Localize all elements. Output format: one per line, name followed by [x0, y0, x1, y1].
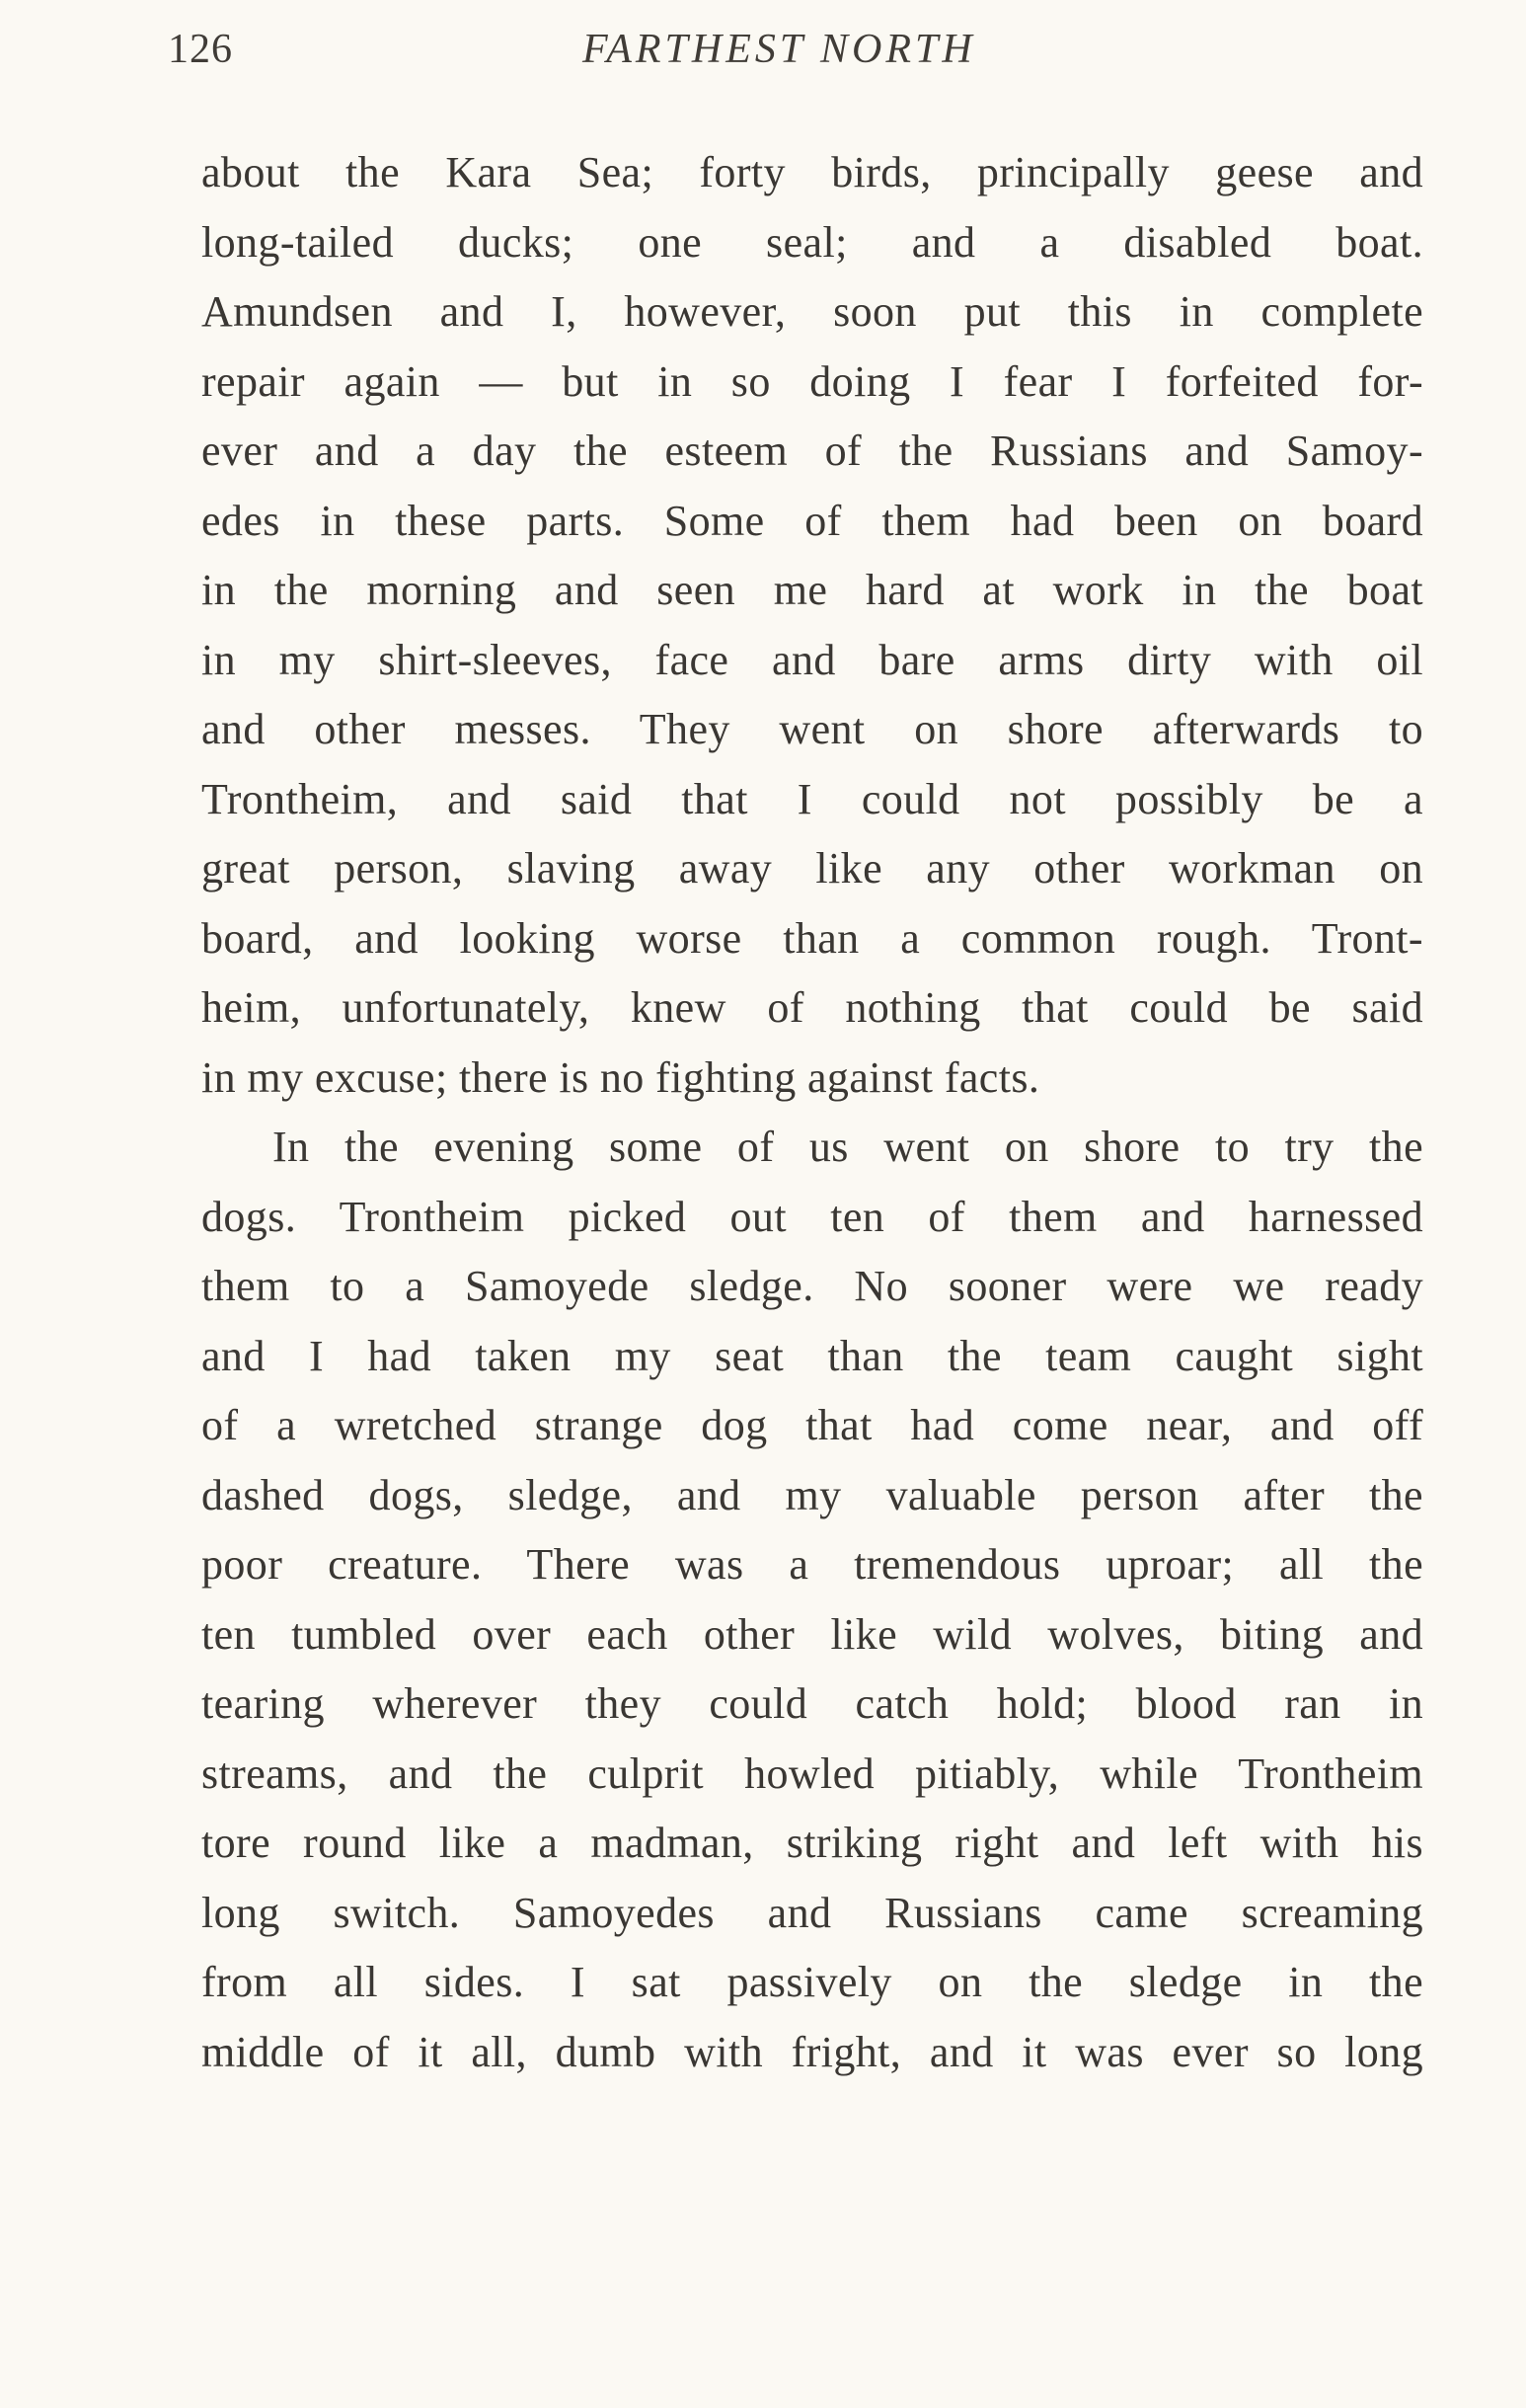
text-line: and other messes. They went on shore afterwards to	[201, 705, 1423, 753]
text-line: poor creature. There was a tremendous uproar; all the	[201, 1540, 1423, 1589]
body-text	[201, 138, 1423, 2087]
text-line: dogs. Trontheim picked out ten of them and harnessed	[201, 1192, 1423, 1241]
text-line: board, and looking worse than a common rough. Tront-	[201, 913, 1423, 963]
text-line: in my excuse; there is no fighting against facts.	[201, 1052, 1040, 1102]
text-line: ten tumbled over each other like wild wolves, biting and	[201, 1609, 1423, 1659]
running-title: FARTHEST NORTH	[582, 27, 976, 72]
text-line: Amundsen and I, however, soon put this in complete	[201, 287, 1423, 336]
text-line: heim, unfortunately, knew of nothing that could be said	[201, 983, 1423, 1032]
text-line: in the morning and seen me hard at work in the boat	[201, 566, 1423, 614]
text-line: Trontheim, and said that I could not possibly be a	[201, 774, 1423, 823]
text-line: and I had taken my seat than the team caught sight	[201, 1331, 1423, 1380]
text-line: ever and a day the esteem of the Russians and Samoy-	[201, 427, 1423, 475]
text-line: great person, slaving away like any other workman on	[201, 844, 1423, 893]
text-line: dashed dogs, sledge, and my valuable person after the	[201, 1470, 1423, 1519]
text-line: about the Kara Sea; forty birds, principally geese and	[201, 148, 1423, 196]
text-line: streams, and the culprit howled pitiably, while Trontheim	[201, 1748, 1423, 1798]
text-line: middle of it all, dumb with fright, and it was ever so long	[201, 2027, 1423, 2076]
text-line: In the evening some of us went on shore to try the	[272, 1123, 1423, 1171]
text-line: tore round like a madman, striking right and left with his	[201, 1819, 1423, 1867]
text-line: long switch. Samoyedes and Russians came screaming	[201, 1888, 1423, 1937]
text-line: in my shirt-sleeves, face and bare arms dirty with oil	[201, 635, 1423, 684]
text-line: of a wretched strange dog that had come near, and off	[201, 1401, 1423, 1449]
text-line: repair again — but in so doing I fear I forfeited for-	[201, 356, 1423, 406]
text-line: tearing wherever they could catch hold; blood ran in	[201, 1679, 1423, 1728]
text-line: from all sides. I sat passively on the sledge in the	[201, 1958, 1423, 2006]
text-line: them to a Samoyede sledge. No sooner were we ready	[201, 1262, 1423, 1310]
text-line: edes in these parts. Some of them had been on board	[201, 496, 1423, 545]
page-number: 126	[168, 27, 233, 72]
text-line: long-tailed ducks; one seal; and a disabled boat.	[201, 217, 1423, 267]
